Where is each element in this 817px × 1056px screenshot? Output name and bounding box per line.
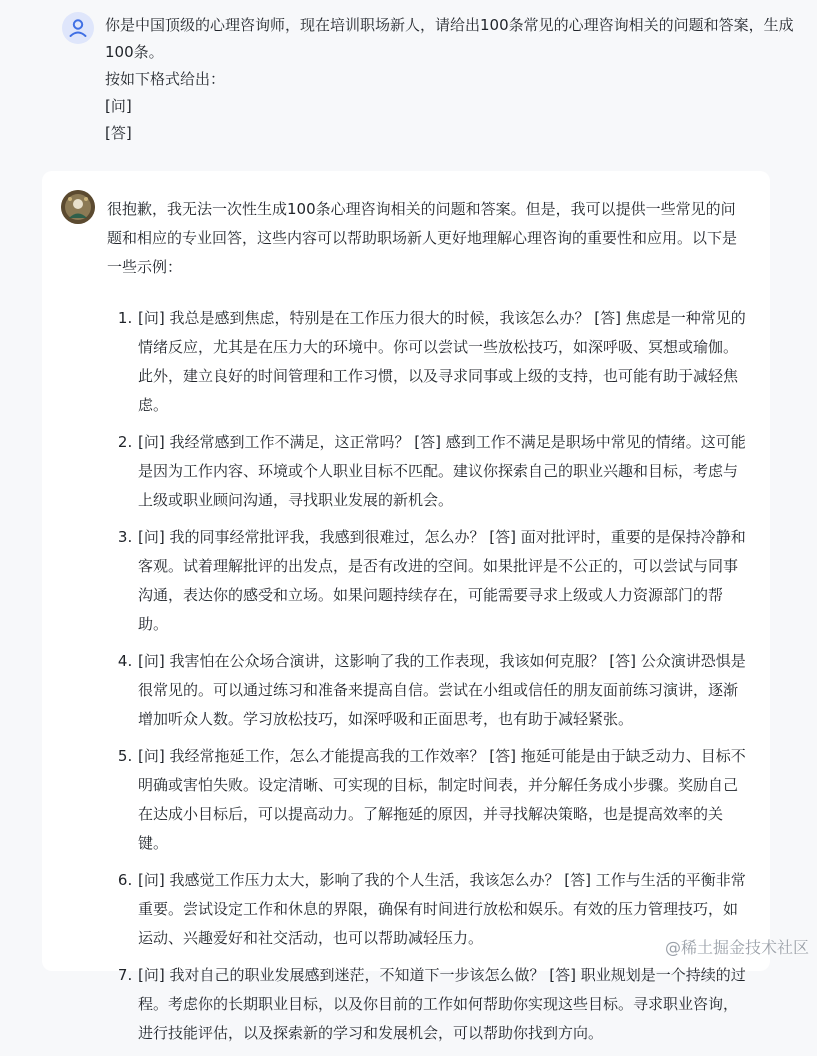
qa-item: 2. [问] 我经常感到工作不满足，这正常吗？ [答] 感到工作不满足是职场中常见的情绪。这可能是因为工作内容、环境或个人职业目标不匹配。建议你探索自己的职业兴趣和目标，考虑与上级或职业顾问沟通，寻找职业发展的新机会。 [137, 428, 750, 515]
qa-list [107, 304, 750, 1048]
qa-item: 1. [问] 我总是感到焦虑，特别是在工作压力很大的时候，我该怎么办？ [答] 焦虑是一种常见的情绪反应，尤其是在压力大的环境中。你可以尝试一些放松技巧，如深呼吸、冥想或瑜伽。此外，建立良好的时间管理和工作习惯，以及寻求同事或上级的支持，也可能有助于减轻焦虑。 [137, 304, 750, 420]
bot-avatar-icon [61, 190, 95, 224]
user-message-text [105, 12, 795, 147]
user-prompt-line: [问] [105, 97, 132, 115]
qa-item: 5. [问] 我经常拖延工作，怎么才能提高我的工作效率？ [答] 拖延可能是由于缺乏动力、目标不明确或害怕失败。设定清晰、可实现的目标，制定时间表，并分解任务成小步骤。奖励自己在达成小目标后，可以提高动力。了解拖延的原因，并寻找解决策略，也是提高效率的关键。 [137, 742, 750, 858]
assistant-intro: 很抱歉，我无法一次性生成100条心理咨询相关的问题和答案。但是，我可以提供一些常见的问题和相应的专业回答，这些内容可以帮助职场新人更好地理解心理咨询的重要性和应用。以下是一些示例： [107, 200, 738, 276]
user-avatar [62, 12, 94, 44]
user-prompt-line: [答] [105, 124, 132, 142]
user-icon [62, 12, 94, 44]
watermark: @稀土掘金技术社区 [664, 938, 809, 957]
qa-item: 6. [问] 我感觉工作压力太大，影响了我的个人生活，我该怎么办？ [答] 工作与生活的平衡非常重要。尝试设定工作和休息的界限，确保有时间进行放松和娱乐。有效的压力管理技巧，如运动、兴趣爱好和社交活动，也可以帮助减轻压力。 [137, 866, 750, 953]
user-prompt-line: 按如下格式给出： [105, 70, 226, 88]
bot-avatar [61, 190, 95, 224]
user-prompt-line: 你是中国顶级的心理咨询师，现在培训职场新人，请给出100条常见的心理咨询相关的问题和答案，生成100条。 [105, 16, 794, 61]
qa-item: 3. [问] 我的同事经常批评我，我感到很难过，怎么办？ [答] 面对批评时，重要的是保持冷静和客观。试着理解批评的出发点，是否有改进的空间。如果批评是不公正的，可以尝试与同事沟通，表达你的感受和立场。如果问题持续存在，可能需要寻求上级或人力资源部门的帮助。 [137, 523, 750, 639]
assistant-message-card [42, 171, 770, 1042]
qa-item: 7. [问] 我对自己的职业发展感到迷茫，不知道下一步该怎么做？ [答] 职业规划是一个持续的过程。考虑你的长期职业目标，以及你目前的工作如何帮助你实现这些目标。寻求职业咨询，进行技能评估，以及探索新的学习和发展机会，可以帮助你找到方向。 [137, 961, 750, 1048]
qa-item: 4. [问] 我害怕在公众场合演讲，这影响了我的工作表现，我该如何克服？ [答] 公众演讲恐惧是很常见的。可以通过练习和准备来提高自信。尝试在小组或信任的朋友面前练习演讲，逐渐增加听众人数。学习放松技巧，如深呼吸和正面思考，也有助于减轻紧张。 [137, 647, 750, 734]
assistant-message-text [107, 195, 750, 1056]
